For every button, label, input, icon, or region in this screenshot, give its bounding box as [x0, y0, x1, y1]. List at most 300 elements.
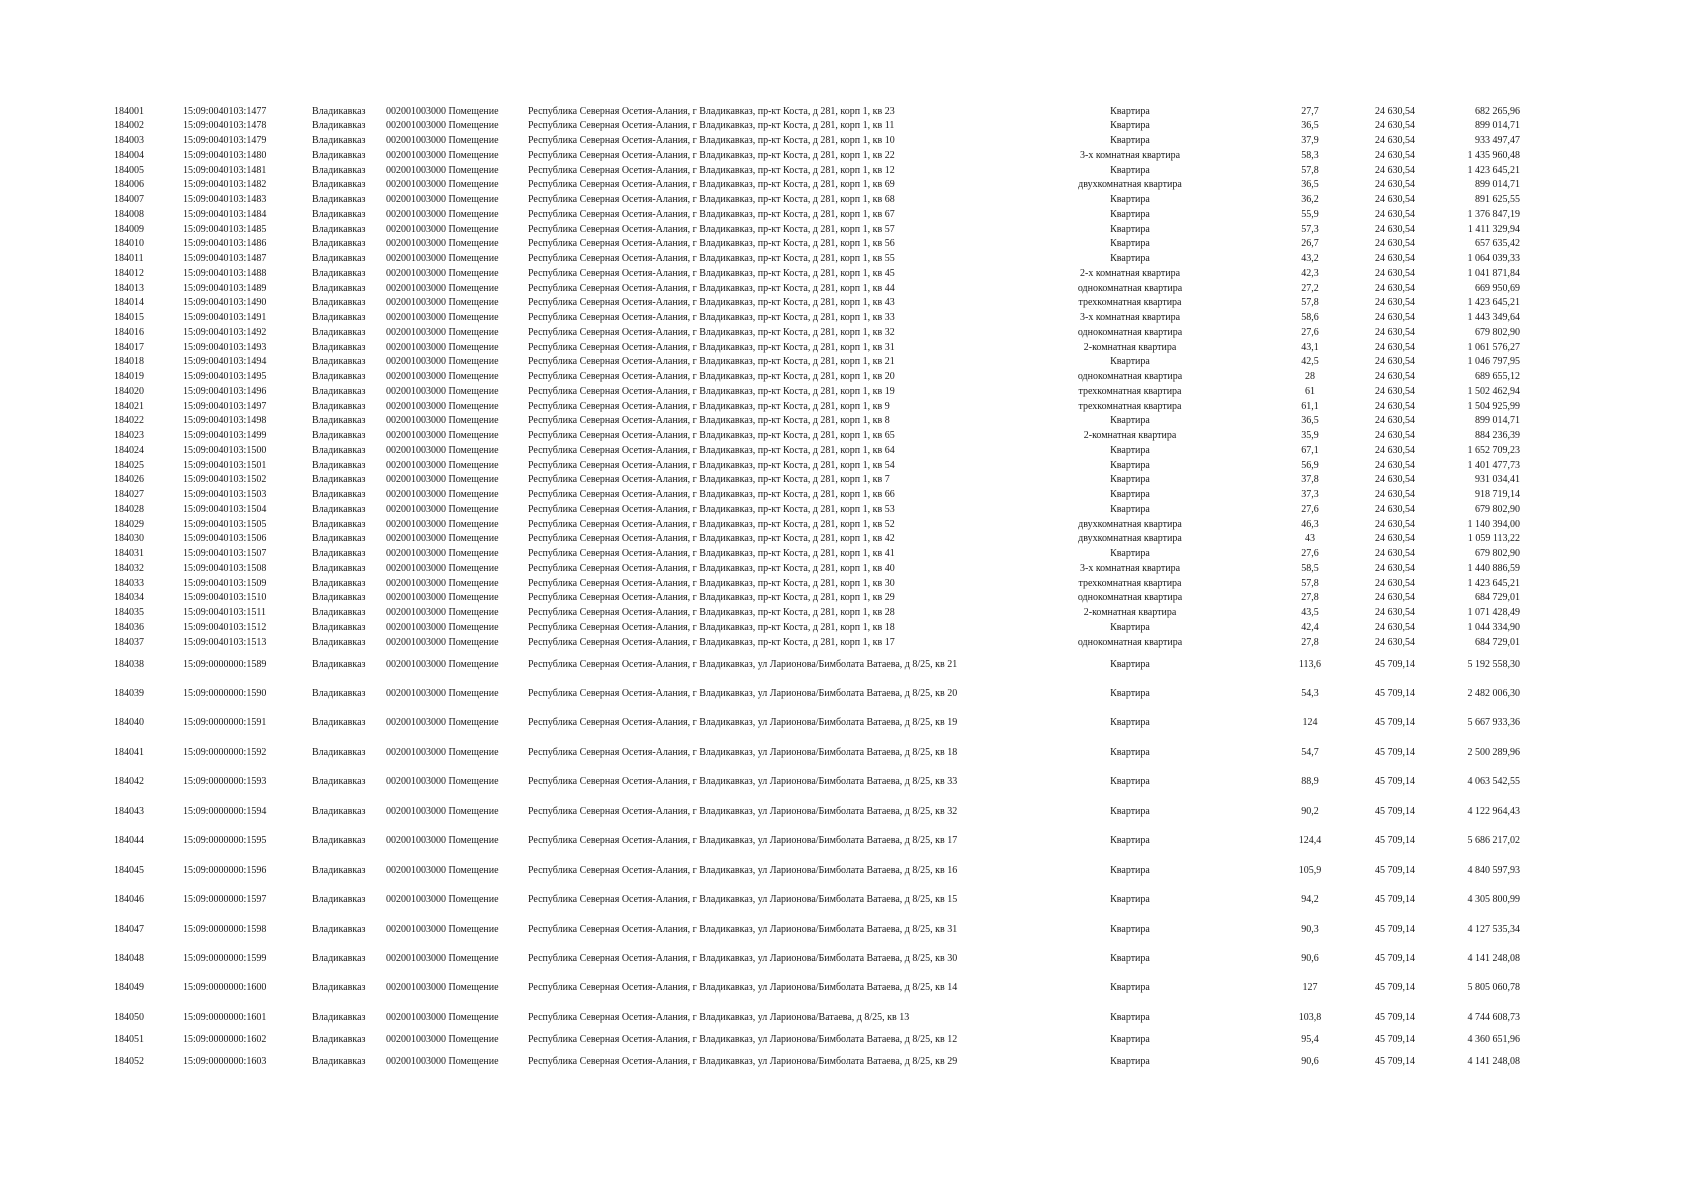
- cadastral-number: 15:09:0000000:1597: [183, 894, 267, 905]
- premises-type: двухкомнатная квартира: [1078, 533, 1182, 544]
- row-number: 184031: [114, 548, 144, 559]
- city-name: Владикавказ: [312, 445, 366, 456]
- object-code: 002001003000 Помещение: [386, 209, 499, 220]
- cadastral-value: 5 686 217,02: [1467, 835, 1520, 846]
- premises-type: Квартира: [1110, 717, 1150, 728]
- premises-type: Квартира: [1110, 209, 1150, 220]
- premises-type: Квартира: [1110, 747, 1150, 758]
- area-value: 57,3: [1301, 224, 1319, 235]
- city-name: Владикавказ: [312, 865, 366, 876]
- cadastral-value: 4 360 651,96: [1467, 1034, 1520, 1045]
- table-row: [0, 341, 1697, 355]
- object-code: 002001003000 Помещение: [386, 253, 499, 264]
- premises-type: Квартира: [1110, 165, 1150, 176]
- area-value: 57,8: [1301, 578, 1319, 589]
- cadastral-number: 15:09:0000000:1599: [183, 953, 267, 964]
- address-text: Республика Северная Осетия-Алания, г Владикавказ, пр-кт Коста, д 281, корп 1, кв 68: [528, 194, 895, 205]
- specific-value: 24 630,54: [1375, 415, 1415, 426]
- cadastral-value: 679 802,90: [1475, 504, 1520, 515]
- city-name: Владикавказ: [312, 268, 366, 279]
- table-row: [0, 775, 1697, 789]
- address-text: Республика Северная Осетия-Алания, г Владикавказ, ул Ларионова/Бимболата Ватаева, д 8/25, кв 33: [528, 776, 958, 787]
- cadastral-value: 931 034,41: [1475, 474, 1520, 485]
- object-code: 002001003000 Помещение: [386, 445, 499, 456]
- table-row: [0, 591, 1697, 605]
- address-text: Республика Северная Осетия-Алания, г Владикавказ, пр-кт Коста, д 281, корп 1, кв 28: [528, 607, 895, 618]
- object-code: 002001003000 Помещение: [386, 894, 499, 905]
- city-name: Владикавказ: [312, 312, 366, 323]
- cadastral-number: 15:09:0040103:1481: [183, 165, 267, 176]
- area-value: 58,5: [1301, 563, 1319, 574]
- row-number: 184028: [114, 504, 144, 515]
- table-row: [0, 577, 1697, 591]
- table-row: [0, 296, 1697, 310]
- cadastral-value: 1 059 113,22: [1467, 533, 1520, 544]
- specific-value: 24 630,54: [1375, 179, 1415, 190]
- address-text: Республика Северная Осетия-Алания, г Владикавказ, пр-кт Коста, д 281, корп 1, кв 10: [528, 135, 895, 146]
- premises-type: Квартира: [1110, 1056, 1150, 1067]
- cadastral-number: 15:09:0040103:1505: [183, 519, 267, 530]
- address-text: Республика Северная Осетия-Алания, г Владикавказ, пр-кт Коста, д 281, корп 1, кв 7: [528, 474, 890, 485]
- premises-type: Квартира: [1110, 894, 1150, 905]
- cadastral-number: 15:09:0040103:1509: [183, 578, 267, 589]
- table-row: [0, 834, 1697, 848]
- specific-value: 24 630,54: [1375, 224, 1415, 235]
- address-text: Республика Северная Осетия-Алания, г Владикавказ, пр-кт Коста, д 281, корп 1, кв 69: [528, 179, 895, 190]
- cadastral-value: 5 667 933,36: [1467, 717, 1520, 728]
- premises-type: трехкомнатная квартира: [1078, 386, 1182, 397]
- cadastral-number: 15:09:0040103:1508: [183, 563, 267, 574]
- object-code: 002001003000 Помещение: [386, 835, 499, 846]
- area-value: 90,6: [1301, 1056, 1319, 1067]
- table-row: [0, 282, 1697, 296]
- premises-type: Квартира: [1110, 548, 1150, 559]
- object-code: 002001003000 Помещение: [386, 430, 499, 441]
- row-number: 184041: [114, 747, 144, 758]
- specific-value: 24 630,54: [1375, 253, 1415, 264]
- premises-type: Квартира: [1110, 120, 1150, 131]
- specific-value: 24 630,54: [1375, 445, 1415, 456]
- object-code: 002001003000 Помещение: [386, 194, 499, 205]
- cadastral-number: 15:09:0040103:1495: [183, 371, 267, 382]
- row-number: 184011: [114, 253, 144, 264]
- table-row: [0, 746, 1697, 760]
- premises-type: Квартира: [1110, 238, 1150, 249]
- premises-type: Квартира: [1110, 1034, 1150, 1045]
- row-number: 184004: [114, 150, 144, 161]
- premises-type: 3-х комнатная квартира: [1079, 312, 1181, 323]
- specific-value: 24 630,54: [1375, 504, 1415, 515]
- cadastral-number: 15:09:0040103:1490: [183, 297, 267, 308]
- row-number: 184012: [114, 268, 144, 279]
- object-code: 002001003000 Помещение: [386, 415, 499, 426]
- premises-type: двухкомнатная квартира: [1078, 179, 1182, 190]
- specific-value: 45 709,14: [1375, 747, 1415, 758]
- object-code: 002001003000 Помещение: [386, 659, 499, 670]
- cadastral-number: 15:09:0000000:1594: [183, 806, 267, 817]
- row-number: 184010: [114, 238, 144, 249]
- object-code: 002001003000 Помещение: [386, 179, 499, 190]
- cadastral-value: 1 652 709,23: [1467, 445, 1520, 456]
- row-number: 184043: [114, 806, 144, 817]
- specific-value: 24 630,54: [1375, 592, 1415, 603]
- area-value: 27,8: [1301, 637, 1319, 648]
- specific-value: 45 709,14: [1375, 717, 1415, 728]
- table-row: [0, 414, 1697, 428]
- table-row: [0, 311, 1697, 325]
- table-row: [0, 547, 1697, 561]
- row-number: 184001: [114, 106, 144, 117]
- row-number: 184035: [114, 607, 144, 618]
- premises-type: Квартира: [1110, 622, 1150, 633]
- area-value: 27,6: [1301, 548, 1319, 559]
- cadastral-number: 15:09:0040103:1492: [183, 327, 267, 338]
- cadastral-value: 657 635,42: [1475, 238, 1520, 249]
- table-row: [0, 805, 1697, 819]
- city-name: Владикавказ: [312, 224, 366, 235]
- table-row: [0, 518, 1697, 532]
- area-value: 124,4: [1298, 835, 1322, 846]
- city-name: Владикавказ: [312, 578, 366, 589]
- area-value: 28: [1305, 371, 1315, 382]
- row-number: 184020: [114, 386, 144, 397]
- address-text: Республика Северная Осетия-Алания, г Владикавказ, ул Ларионова/Бимболата Ватаева, д 8/25, кв 21: [528, 659, 958, 670]
- city-name: Владикавказ: [312, 1056, 366, 1067]
- premises-type: Квартира: [1110, 504, 1150, 515]
- cadastral-number: 15:09:0040103:1499: [183, 430, 267, 441]
- premises-type: Квартира: [1110, 953, 1150, 964]
- specific-value: 24 630,54: [1375, 386, 1415, 397]
- specific-value: 24 630,54: [1375, 489, 1415, 500]
- object-code: 002001003000 Помещение: [386, 578, 499, 589]
- object-code: 002001003000 Помещение: [386, 982, 499, 993]
- cadastral-value: 918 719,14: [1475, 489, 1520, 500]
- address-text: Республика Северная Осетия-Алания, г Владикавказ, пр-кт Коста, д 281, корп 1, кв 31: [528, 342, 895, 353]
- area-value: 43,2: [1301, 253, 1319, 264]
- table-row: [0, 400, 1697, 414]
- area-value: 36,2: [1301, 194, 1319, 205]
- premises-type: Квартира: [1110, 415, 1150, 426]
- cadastral-number: 15:09:0040103:1493: [183, 342, 267, 353]
- cadastral-number: 15:09:0040103:1486: [183, 238, 267, 249]
- area-value: 124: [1302, 717, 1318, 728]
- premises-type: Квартира: [1110, 865, 1150, 876]
- cadastral-value: 682 265,96: [1475, 106, 1520, 117]
- premises-type: 2-х комнатная квартира: [1079, 268, 1181, 279]
- cadastral-value: 4 141 248,08: [1467, 953, 1520, 964]
- area-value: 35,9: [1301, 430, 1319, 441]
- area-value: 43,1: [1301, 342, 1319, 353]
- city-name: Владикавказ: [312, 135, 366, 146]
- specific-value: 24 630,54: [1375, 342, 1415, 353]
- row-number: 184021: [114, 401, 144, 412]
- cadastral-value: 1 376 847,19: [1467, 209, 1520, 220]
- area-value: 61,1: [1301, 401, 1319, 412]
- object-code: 002001003000 Помещение: [386, 120, 499, 131]
- cadastral-number: 15:09:0040103:1479: [183, 135, 267, 146]
- specific-value: 24 630,54: [1375, 460, 1415, 471]
- specific-value: 45 709,14: [1375, 982, 1415, 993]
- row-number: 184026: [114, 474, 144, 485]
- cadastral-number: 15:09:0040103:1485: [183, 224, 267, 235]
- address-text: Республика Северная Осетия-Алания, г Владикавказ, пр-кт Коста, д 281, корп 1, кв 40: [528, 563, 895, 574]
- object-code: 002001003000 Помещение: [386, 607, 499, 618]
- table-row: [0, 267, 1697, 281]
- object-code: 002001003000 Помещение: [386, 460, 499, 471]
- cadastral-value: 2 500 289,96: [1467, 747, 1520, 758]
- cadastral-value: 884 236,39: [1475, 430, 1520, 441]
- object-code: 002001003000 Помещение: [386, 519, 499, 530]
- object-code: 002001003000 Помещение: [386, 238, 499, 249]
- specific-value: 24 630,54: [1375, 327, 1415, 338]
- address-text: Республика Северная Осетия-Алания, г Владикавказ, пр-кт Коста, д 281, корп 1, кв 29: [528, 592, 895, 603]
- row-number: 184036: [114, 622, 144, 633]
- table-row: [0, 952, 1697, 966]
- cadastral-number: 15:09:0000000:1591: [183, 717, 267, 728]
- area-value: 37,8: [1301, 474, 1319, 485]
- table-row: [0, 326, 1697, 340]
- cadastral-number: 15:09:0000000:1592: [183, 747, 267, 758]
- address-text: Республика Северная Осетия-Алания, г Владикавказ, ул Ларионова/Бимболата Ватаева, д 8/25, кв 14: [528, 982, 958, 993]
- object-code: 002001003000 Помещение: [386, 1056, 499, 1067]
- cadastral-value: 1 041 871,84: [1467, 268, 1520, 279]
- cadastral-value: 684 729,01: [1475, 592, 1520, 603]
- city-name: Владикавказ: [312, 430, 366, 441]
- address-text: Республика Северная Осетия-Алания, г Владикавказ, пр-кт Коста, д 281, корп 1, кв 56: [528, 238, 895, 249]
- object-code: 002001003000 Помещение: [386, 637, 499, 648]
- area-value: 90,3: [1301, 924, 1319, 935]
- specific-value: 45 709,14: [1375, 806, 1415, 817]
- row-number: 184003: [114, 135, 144, 146]
- cadastral-number: 15:09:0040103:1513: [183, 637, 267, 648]
- row-number: 184044: [114, 835, 144, 846]
- table-row: [0, 370, 1697, 384]
- row-number: 184045: [114, 865, 144, 876]
- specific-value: 24 630,54: [1375, 622, 1415, 633]
- cadastral-number: 15:09:0040103:1498: [183, 415, 267, 426]
- row-number: 184042: [114, 776, 144, 787]
- table-row: [0, 119, 1697, 133]
- specific-value: 45 709,14: [1375, 894, 1415, 905]
- city-name: Владикавказ: [312, 194, 366, 205]
- table-row: [0, 503, 1697, 517]
- object-code: 002001003000 Помещение: [386, 150, 499, 161]
- cadastral-value: 1 140 394,00: [1467, 519, 1520, 530]
- cadastral-number: 15:09:0040103:1483: [183, 194, 267, 205]
- row-number: 184007: [114, 194, 144, 205]
- row-number: 184008: [114, 209, 144, 220]
- premises-type: Квартира: [1110, 253, 1150, 264]
- row-number: 184029: [114, 519, 144, 530]
- premises-type: Квартира: [1110, 194, 1150, 205]
- address-text: Республика Северная Осетия-Алания, г Владикавказ, пр-кт Коста, д 281, корп 1, кв 44: [528, 283, 895, 294]
- row-number: 184013: [114, 283, 144, 294]
- row-number: 184022: [114, 415, 144, 426]
- city-name: Владикавказ: [312, 489, 366, 500]
- object-code: 002001003000 Помещение: [386, 504, 499, 515]
- object-code: 002001003000 Помещение: [386, 592, 499, 603]
- cadastral-number: 15:09:0040103:1491: [183, 312, 267, 323]
- address-text: Республика Северная Осетия-Алания, г Владикавказ, пр-кт Коста, д 281, корп 1, кв 57: [528, 224, 895, 235]
- area-value: 57,8: [1301, 297, 1319, 308]
- area-value: 94,2: [1301, 894, 1319, 905]
- object-code: 002001003000 Помещение: [386, 776, 499, 787]
- cadastral-number: 15:09:0040103:1488: [183, 268, 267, 279]
- address-text: Республика Северная Осетия-Алания, г Владикавказ, пр-кт Коста, д 281, корп 1, кв 33: [528, 312, 895, 323]
- object-code: 002001003000 Помещение: [386, 268, 499, 279]
- cadastral-value: 891 625,55: [1475, 194, 1520, 205]
- area-value: 57,8: [1301, 165, 1319, 176]
- row-number: 184030: [114, 533, 144, 544]
- cadastral-number: 15:09:0040103:1502: [183, 474, 267, 485]
- area-value: 43: [1305, 533, 1315, 544]
- address-text: Республика Северная Осетия-Алания, г Владикавказ, пр-кт Коста, д 281, корп 1, кв 8: [528, 415, 890, 426]
- area-value: 42,5: [1301, 356, 1319, 367]
- object-code: 002001003000 Помещение: [386, 622, 499, 633]
- table-row: [0, 893, 1697, 907]
- cadastral-number: 15:09:0040103:1504: [183, 504, 267, 515]
- table-row: [0, 687, 1697, 701]
- city-name: Владикавказ: [312, 806, 366, 817]
- cadastral-value: 1 443 349,64: [1467, 312, 1520, 323]
- city-name: Владикавказ: [312, 747, 366, 758]
- object-code: 002001003000 Помещение: [386, 489, 499, 500]
- specific-value: 45 709,14: [1375, 1034, 1415, 1045]
- specific-value: 24 630,54: [1375, 283, 1415, 294]
- cadastral-number: 15:09:0040103:1477: [183, 106, 267, 117]
- area-value: 67,1: [1301, 445, 1319, 456]
- area-value: 27,6: [1301, 327, 1319, 338]
- table-row: [0, 355, 1697, 369]
- row-number: 184037: [114, 637, 144, 648]
- object-code: 002001003000 Помещение: [386, 533, 499, 544]
- city-name: Владикавказ: [312, 688, 366, 699]
- city-name: Владикавказ: [312, 179, 366, 190]
- cadastral-number: 15:09:0040103:1500: [183, 445, 267, 456]
- cadastral-value: 4 122 964,43: [1467, 806, 1520, 817]
- area-value: 27,7: [1301, 106, 1319, 117]
- cadastral-number: 15:09:0000000:1589: [183, 659, 267, 670]
- table-row: [0, 459, 1697, 473]
- address-text: Республика Северная Осетия-Алания, г Владикавказ, ул Ларионова/Бимболата Ватаева, д 8/25, кв 30: [528, 953, 958, 964]
- area-value: 103,8: [1298, 1012, 1322, 1023]
- area-value: 43,5: [1301, 607, 1319, 618]
- city-name: Владикавказ: [312, 297, 366, 308]
- address-text: Республика Северная Осетия-Алания, г Владикавказ, пр-кт Коста, д 281, корп 1, кв 52: [528, 519, 895, 530]
- premises-type: Квартира: [1110, 460, 1150, 471]
- specific-value: 45 709,14: [1375, 835, 1415, 846]
- cadastral-value: 679 802,90: [1475, 327, 1520, 338]
- cadastral-value: 1 401 477,73: [1467, 460, 1520, 471]
- premises-type: трехкомнатная квартира: [1078, 297, 1182, 308]
- address-text: Республика Северная Осетия-Алания, г Владикавказ, пр-кт Коста, д 281, корп 1, кв 21: [528, 356, 895, 367]
- area-value: 36,5: [1301, 415, 1319, 426]
- row-number: 184047: [114, 924, 144, 935]
- address-text: Республика Северная Осетия-Алания, г Владикавказ, ул Ларионова/Бимболата Ватаева, д 8/25, кв 32: [528, 806, 958, 817]
- specific-value: 24 630,54: [1375, 194, 1415, 205]
- address-text: Республика Северная Осетия-Алания, г Владикавказ, ул Ларионова/Бимболата Ватаева, д 8/25, кв 29: [528, 1056, 958, 1067]
- area-value: 88,9: [1301, 776, 1319, 787]
- cadastral-value: 669 950,69: [1475, 283, 1520, 294]
- cadastral-number: 15:09:0000000:1593: [183, 776, 267, 787]
- table-row: [0, 223, 1697, 237]
- cadastral-number: 15:09:0040103:1494: [183, 356, 267, 367]
- cadastral-number: 15:09:0040103:1480: [183, 150, 267, 161]
- address-text: Республика Северная Осетия-Алания, г Владикавказ, ул Ларионова/Бимболата Ватаева, д 8/25, кв 15: [528, 894, 958, 905]
- row-number: 184038: [114, 659, 144, 670]
- specific-value: 24 630,54: [1375, 238, 1415, 249]
- table-row: [0, 237, 1697, 251]
- city-name: Владикавказ: [312, 327, 366, 338]
- table-row: [0, 923, 1697, 937]
- row-number: 184015: [114, 312, 144, 323]
- cadastral-number: 15:09:0000000:1601: [183, 1012, 267, 1023]
- object-code: 002001003000 Помещение: [386, 865, 499, 876]
- object-code: 002001003000 Помещение: [386, 356, 499, 367]
- row-number: 184048: [114, 953, 144, 964]
- area-value: 54,3: [1301, 688, 1319, 699]
- address-text: Республика Северная Осетия-Алания, г Владикавказ, пр-кт Коста, д 281, корп 1, кв 12: [528, 165, 895, 176]
- cadastral-value: 899 014,71: [1475, 179, 1520, 190]
- specific-value: 24 630,54: [1375, 268, 1415, 279]
- city-name: Владикавказ: [312, 504, 366, 515]
- row-number: 184046: [114, 894, 144, 905]
- specific-value: 24 630,54: [1375, 548, 1415, 559]
- specific-value: 24 630,54: [1375, 474, 1415, 485]
- premises-type: однокомнатная квартира: [1077, 283, 1183, 294]
- cadastral-value: 1 423 645,21: [1467, 297, 1520, 308]
- object-code: 002001003000 Помещение: [386, 1012, 499, 1023]
- specific-value: 24 630,54: [1375, 150, 1415, 161]
- specific-value: 24 630,54: [1375, 430, 1415, 441]
- specific-value: 24 630,54: [1375, 563, 1415, 574]
- cadastral-number: 15:09:0000000:1600: [183, 982, 267, 993]
- premises-type: Квартира: [1110, 445, 1150, 456]
- specific-value: 24 630,54: [1375, 401, 1415, 412]
- address-text: Республика Северная Осетия-Алания, г Владикавказ, пр-кт Коста, д 281, корп 1, кв 55: [528, 253, 895, 264]
- area-value: 27,2: [1301, 283, 1319, 294]
- cadastral-value: 5 192 558,30: [1467, 659, 1520, 670]
- premises-type: 2-комнатная квартира: [1083, 607, 1177, 618]
- cadastral-number: 15:09:0040103:1484: [183, 209, 267, 220]
- cadastral-number: 15:09:0000000:1602: [183, 1034, 267, 1045]
- address-text: Республика Северная Осетия-Алания, г Владикавказ, пр-кт Коста, д 281, корп 1, кв 64: [528, 445, 895, 456]
- address-text: Республика Северная Осетия-Алания, г Владикавказ, пр-кт Коста, д 281, корп 1, кв 42: [528, 533, 895, 544]
- cadastral-number: 15:09:0040103:1496: [183, 386, 267, 397]
- specific-value: 24 630,54: [1375, 637, 1415, 648]
- row-number: 184009: [114, 224, 144, 235]
- cadastral-number: 15:09:0040103:1512: [183, 622, 267, 633]
- object-code: 002001003000 Помещение: [386, 1034, 499, 1045]
- table-row: [0, 444, 1697, 458]
- row-number: 184016: [114, 327, 144, 338]
- cadastral-value: 4 840 597,93: [1467, 865, 1520, 876]
- table-row: [0, 208, 1697, 222]
- object-code: 002001003000 Помещение: [386, 806, 499, 817]
- area-value: 27,6: [1301, 504, 1319, 515]
- cadastral-number: 15:09:0040103:1497: [183, 401, 267, 412]
- table-row: [0, 716, 1697, 730]
- city-name: Владикавказ: [312, 894, 366, 905]
- cadastral-value: 1 423 645,21: [1467, 578, 1520, 589]
- premises-type: однокомнатная квартира: [1077, 637, 1183, 648]
- premises-type: Квартира: [1110, 135, 1150, 146]
- premises-type: 3-х комнатная квартира: [1079, 563, 1181, 574]
- area-value: 56,9: [1301, 460, 1319, 471]
- row-number: 184052: [114, 1056, 144, 1067]
- city-name: Владикавказ: [312, 717, 366, 728]
- row-number: 184025: [114, 460, 144, 471]
